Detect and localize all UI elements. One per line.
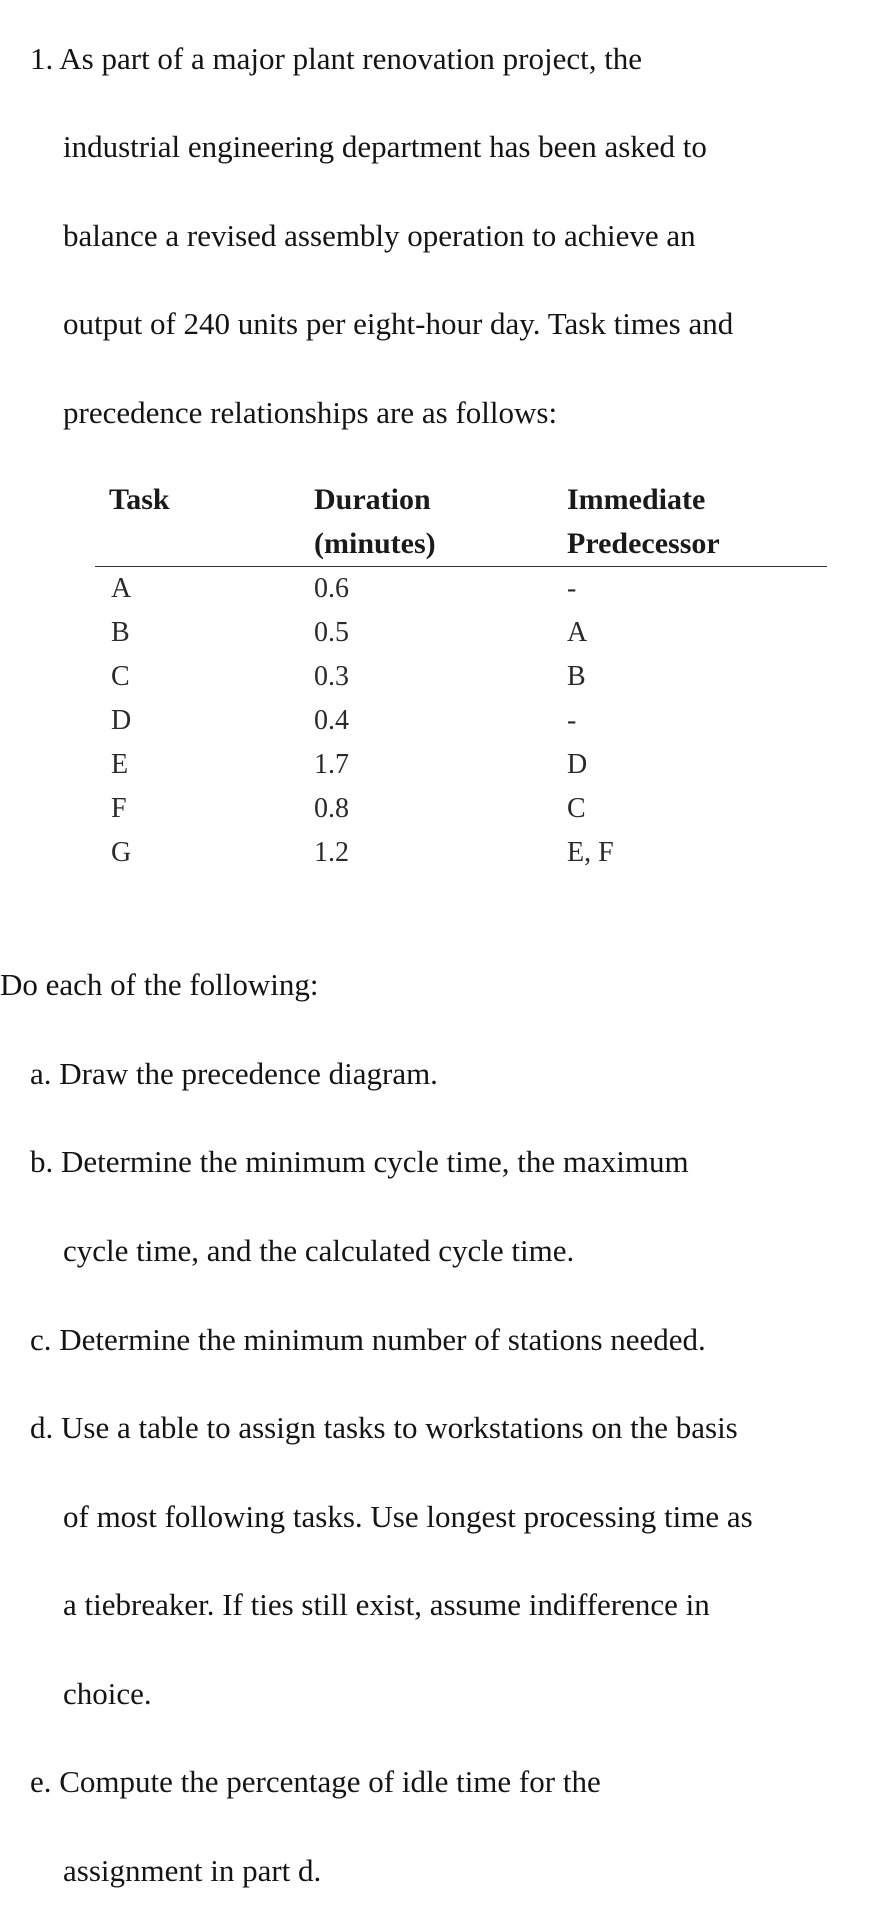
cell-duration: 0.6 — [314, 573, 349, 604]
instructions-intro: Do each of the following: — [0, 967, 319, 1002]
instruction-line-d-cont: a tiebreaker. If ties still exist, assume indifference in — [63, 1587, 710, 1622]
header-task: Task — [95, 478, 314, 567]
cell-predecessor: - — [567, 573, 577, 604]
cell-task: A — [111, 573, 132, 604]
cell-task: E — [111, 749, 129, 780]
problem-line: balance a revised assembly operation to achieve an — [63, 218, 696, 253]
cell-duration: 1.2 — [314, 837, 349, 868]
problem-line: 1. As part of a major plant renovation project, the — [30, 41, 643, 76]
header-duration: Duration (minutes) — [314, 478, 567, 567]
table-row — [95, 831, 827, 875]
instruction-line-d-cont: of most following tasks. Use longest processing time as — [63, 1499, 753, 1534]
cell-duration: 0.4 — [314, 705, 349, 736]
cell-predecessor: A — [567, 617, 588, 648]
cell-predecessor: E, F — [567, 837, 614, 868]
problem-line: output of 240 units per eight-hour day. Task times and — [63, 306, 734, 341]
cell-task: F — [111, 793, 127, 824]
instruction-line-b: b. Determine the minimum cycle time, the maximum — [30, 1144, 689, 1179]
instruction-line-d-cont: choice. — [63, 1676, 152, 1711]
table-row — [95, 743, 827, 787]
cell-task: B — [111, 617, 130, 648]
table-row — [95, 699, 827, 743]
table-row — [95, 655, 827, 699]
cell-task: C — [111, 661, 130, 692]
cell-predecessor: D — [567, 749, 588, 780]
instruction-line-d: d. Use a table to assign tasks to workstations on the basis — [30, 1410, 738, 1445]
task-table — [95, 478, 827, 875]
header-predecessor: Immediate Predecessor — [567, 478, 827, 567]
instruction-line-a: a. Draw the precedence diagram. — [30, 1056, 438, 1091]
cell-task: D — [111, 705, 132, 736]
cell-task: G — [111, 837, 132, 868]
table-row — [95, 611, 827, 655]
cell-duration: 0.8 — [314, 793, 349, 824]
cell-duration: 0.3 — [314, 661, 349, 692]
instruction-line-e-cont: assignment in part d. — [63, 1853, 322, 1888]
instruction-line-e: e. Compute the percentage of idle time for the — [30, 1764, 601, 1799]
table-row — [95, 567, 827, 612]
problem-line: precedence relationships are as follows: — [63, 395, 558, 430]
table-row — [95, 787, 827, 831]
cell-predecessor: - — [567, 705, 577, 736]
cell-predecessor: C — [567, 793, 586, 824]
cell-predecessor: B — [567, 661, 586, 692]
instruction-line-b-cont: cycle time, and the calculated cycle time. — [63, 1233, 575, 1268]
cell-duration: 0.5 — [314, 617, 349, 648]
instruction-line-c: c. Determine the minimum number of stations needed. — [30, 1322, 706, 1357]
cell-duration: 1.7 — [314, 749, 349, 780]
problem-line: industrial engineering department has been asked to — [63, 129, 707, 164]
task-table-header — [95, 478, 827, 567]
